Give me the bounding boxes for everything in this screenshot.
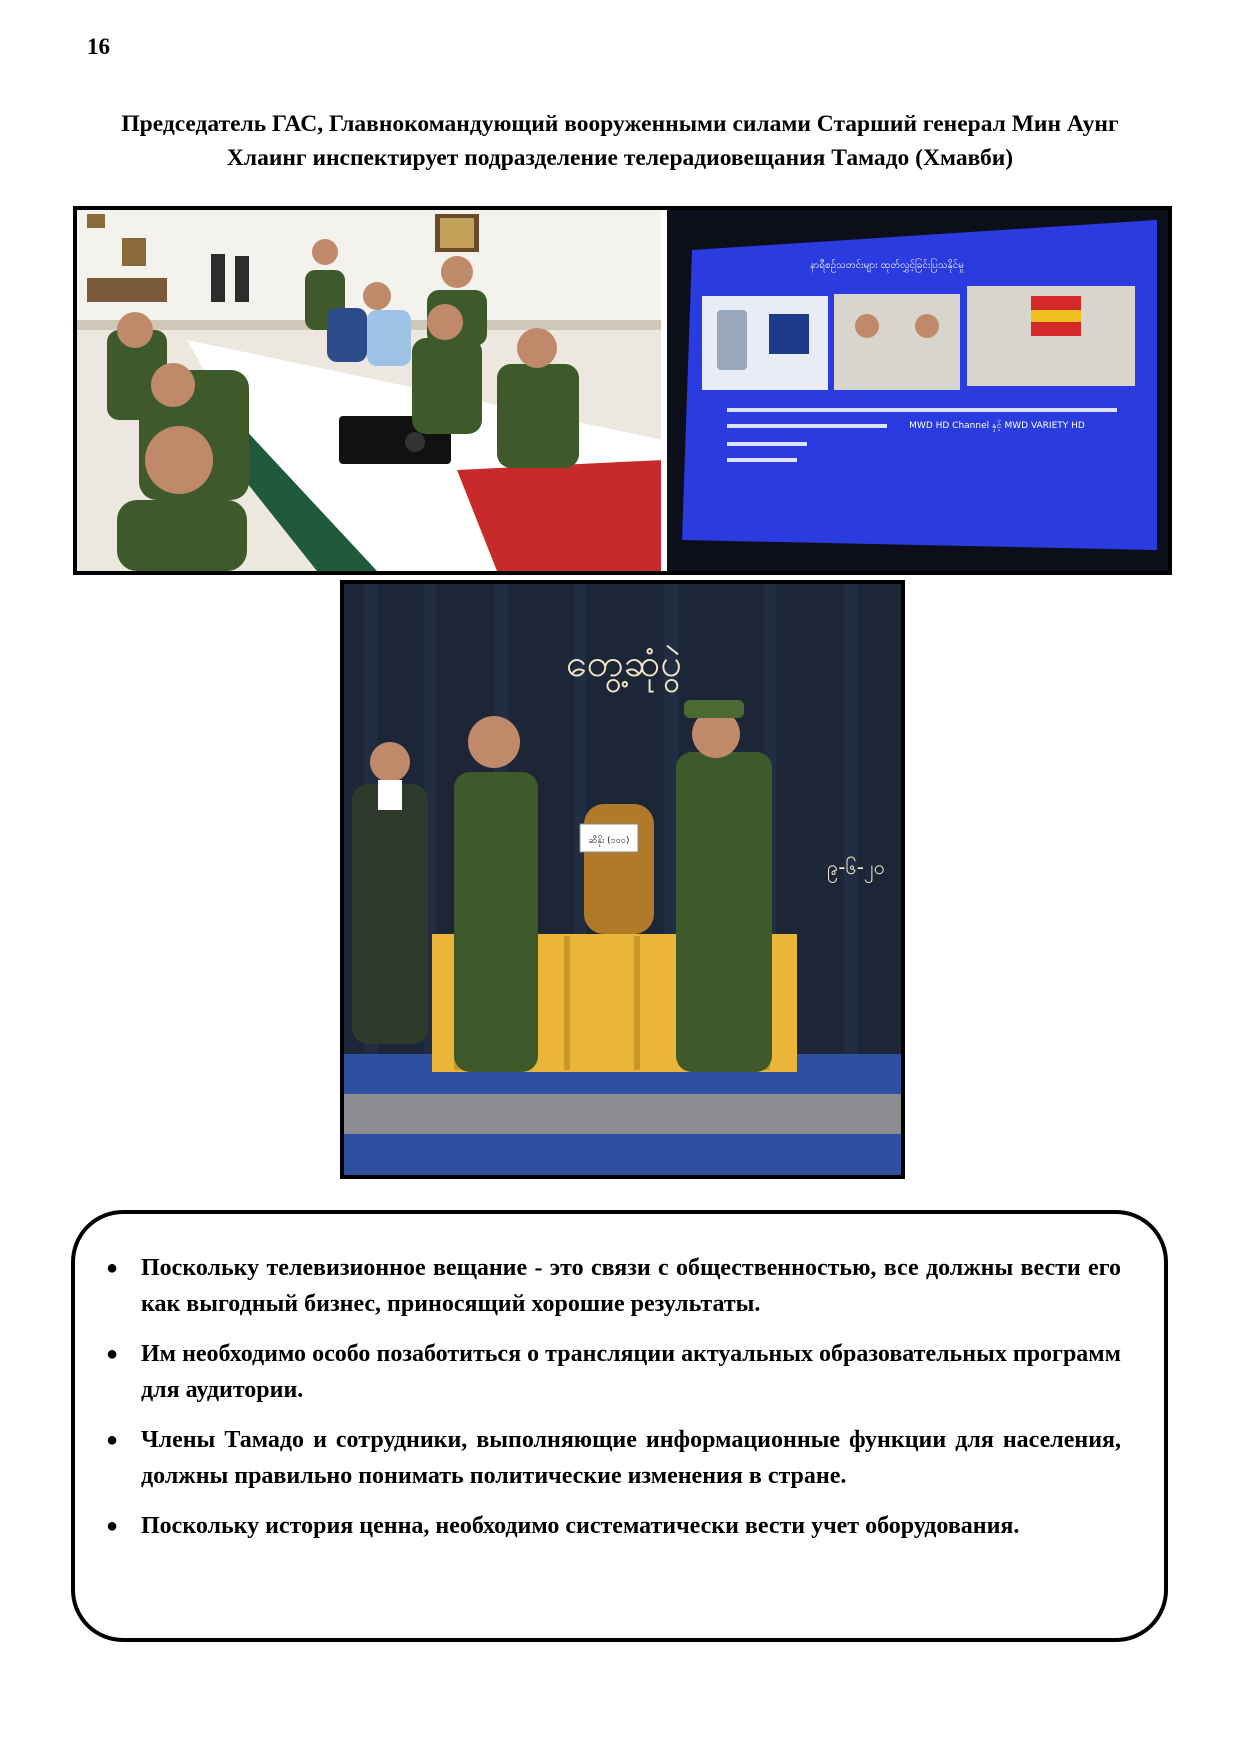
key-points-box [71, 1210, 1168, 1642]
page-title [60, 107, 1180, 175]
ceremony-photo-illustration [344, 584, 901, 1175]
title-line-2: Хлаинг инспектирует подразделение телерадиовещания Тамадо (Хмавби) [226, 145, 1014, 171]
screen-heading: နာရီစဉ်သတင်းများ ထုတ်လွှင့်ခြင်းပြသနိုင်မှု [809, 260, 965, 271]
page-number: 16 [87, 34, 110, 59]
bullet-icon: ● [106, 1343, 119, 1365]
key-points-list [106, 1250, 1121, 1558]
key-point-4 [106, 1508, 1121, 1544]
meeting-photo [73, 206, 1172, 575]
bullet-icon: ● [106, 1429, 119, 1451]
bullet-icon: ● [106, 1257, 119, 1279]
key-point-1 [106, 1250, 1121, 1322]
ceremony-banner: တွေ့ဆုံပွဲ [565, 641, 683, 685]
ceremony-photo [340, 580, 905, 1179]
screen-body: MWD HD Channel နှင့် MWD VARIETY HD [909, 421, 1085, 431]
key-point-3 [106, 1422, 1121, 1494]
key-point-2-text: Им необходимо особо позаботиться о трансляции актуальных образовательных программ для аудитории. [141, 1341, 1121, 1403]
title-line-1: Председатель ГАС, Главнокомандующий вооруженными силами Старший генерал Мин Аунг [121, 111, 1119, 137]
meeting-photo-illustration [77, 210, 1168, 571]
key-point-2 [106, 1336, 1121, 1408]
key-point-1-text: Поскольку телевизионное вещание - это связи с общественностью, все должны вести его как выгодный бизнес, приносящий хорошие результаты. [141, 1255, 1121, 1317]
ceremony-date: ၉-၆-၂၀ [826, 855, 886, 879]
bullet-icon: ● [106, 1515, 119, 1537]
envelope-label: ဆီနိုး (၁၀၀) [588, 836, 630, 846]
key-point-4-text: Поскольку история ценна, необходимо систематически вести учет оборудования. [141, 1513, 1020, 1539]
key-point-3-text: Члены Тамадо и сотрудники, выполняющие информационные функции для населения, должны правильно понимать политические изменения в стране. [141, 1427, 1121, 1489]
